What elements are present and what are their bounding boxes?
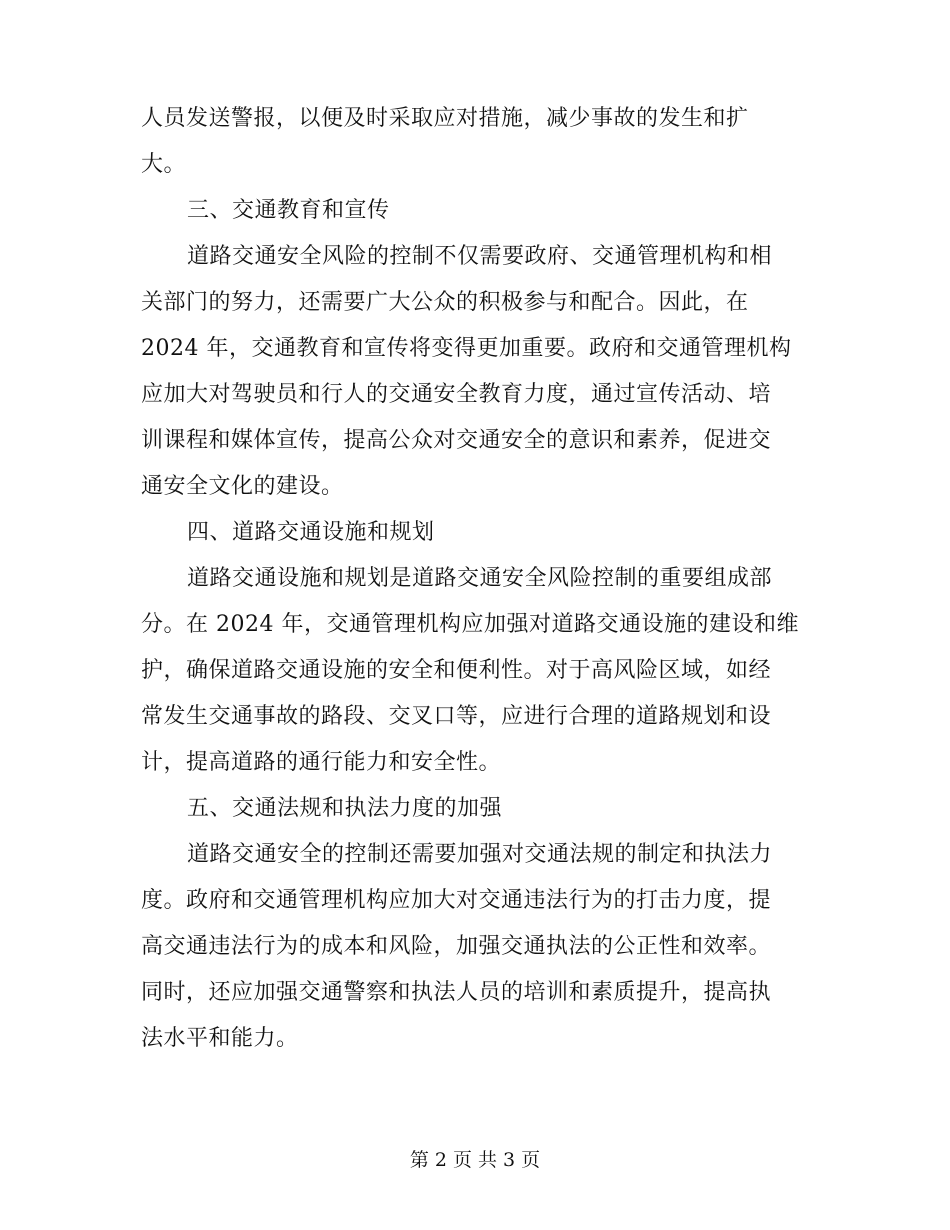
document-body xyxy=(141,96,811,1062)
text-line: 护，确保道路交通设施的安全和便利性。对于高风险区域，如经 xyxy=(141,658,772,683)
page-number-footer: 第 2 页 共 3 页 xyxy=(409,1149,541,1171)
text-line: 道路交通设施和规划是道路交通安全风险控制的重要组成部 xyxy=(187,566,773,591)
text-line: 同时，还应加强交通警察和执法人员的培训和素质提升，提高执 xyxy=(141,980,772,1005)
text-line: 道路交通安全风险的控制不仅需要政府、交通管理机构和相 xyxy=(187,244,773,269)
text-line: 2024 年，交通教育和宣传将变得更加重要。政府和交通管理机构 xyxy=(141,336,792,361)
text-line: 通安全文化的建设。 xyxy=(141,474,344,499)
text-line: 常发生交通事故的路段、交叉口等，应进行合理的道路规划和设 xyxy=(141,704,772,729)
section-heading: 四、道路交通设施和规划 xyxy=(187,520,435,545)
text-line: 关部门的努力，还需要广大公众的积极参与和配合。因此，在 xyxy=(141,290,749,315)
text-line: 人员发送警报，以便及时采取应对措施，减少事故的发生和扩 xyxy=(141,106,749,131)
text-line: 高交通违法行为的成本和风险，加强交通执法的公正性和效率。 xyxy=(141,934,772,959)
text-line: 训课程和媒体宣传，提高公众对交通安全的意识和素养，促进交 xyxy=(141,428,772,453)
text-line: 应加大对驾驶员和行人的交通安全教育力度，通过宣传活动、培 xyxy=(141,382,772,407)
section-heading: 五、交通法规和执法力度的加强 xyxy=(187,796,503,821)
text-line: 度。政府和交通管理机构应加大对交通违法行为的打击力度，提 xyxy=(141,888,772,913)
text-line: 分。在 2024 年，交通管理机构应加强对道路交通设施的建设和维 xyxy=(141,612,799,637)
text-line: 大。 xyxy=(141,152,187,177)
text-line: 计，提高道路的通行能力和安全性。 xyxy=(141,750,502,775)
text-line: 道路交通安全的控制还需要加强对交通法规的制定和执法力 xyxy=(187,842,773,867)
text-line: 法水平和能力。 xyxy=(141,1026,299,1051)
section-heading: 三、交通教育和宣传 xyxy=(187,198,390,223)
